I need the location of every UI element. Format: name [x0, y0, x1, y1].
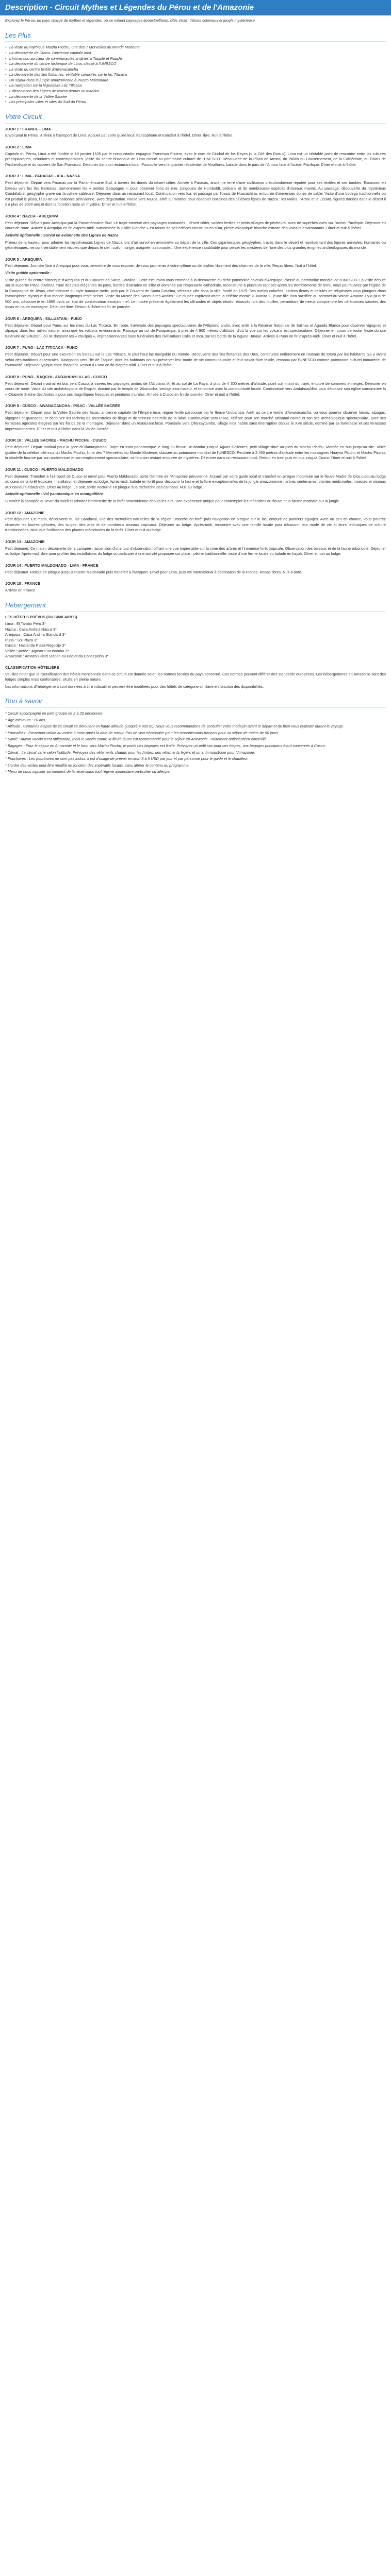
plus-item: • La découverte du centre historique de Lima, classé à l'UNESCO	[5, 61, 386, 67]
day-title: JOUR 8 : PUNO - RAQCHI - ANDAHUAYLILLAS - CUSCO	[5, 374, 107, 379]
day-paragraph: Arrivée en France.	[5, 587, 37, 592]
day-section	[5, 257, 386, 310]
page-title: Description - Circuit Mythes et Légendes du Pérou et de l'Amazonie	[5, 3, 254, 12]
day-paragraph: Petit déjeuner. Transfert à l'aéroport de Cusco et envol pour Puerto Maldonado, porte d'entrée de l'Amazonie péruvienne. Accueil par votre guide local et transfert en pirogue motorisée sur le fleuve Madre de Dios jusqu'au lodge au cœur de la forêt tropicale. Installation et déjeuner au lodge. Après-midi, balade en forêt pour découvrir la faune et la flore exceptionnelles de la jungle amazonienne : arbres centenaires, plantes médicinales, insectes et oiseaux aux couleurs éclatantes. Dîner au lodge. Le soir, sortie nocturne en pirogue à la recherche des caïmans. Nuit au lodge.	[5, 473, 386, 489]
day-title: JOUR 14 : PUERTO MALDONADO - LIMA - FRANCE	[5, 563, 99, 568]
itinerary-days	[0, 127, 391, 594]
day-title: JOUR 1 : FRANCE - LIMA	[5, 126, 51, 131]
plus-item: • Les principales villes et sites du Sud du Pérou	[5, 99, 386, 105]
plus-item: • La navigation sur la légendaire Lac Titicaca	[5, 83, 386, 89]
day-paragraph: Activité optionnelle : Vol panoramique en montgolfière	[5, 492, 103, 497]
day-title: JOUR 9 : CUSCO - AWANACANCHA - PISAC - VALLÉE SACRÉE	[5, 403, 120, 409]
hotel-item: Arequipa : Casa Andina Standard 3*	[5, 632, 66, 637]
plus-heading: Les Plus	[5, 31, 386, 42]
day-paragraph: Petit déjeuner. Journée libre à Arequipa pour vous permettre de vous reposer, de vous promener à votre rythme ou de profiter librement des charmes de la ville. Repas libres. Nuit à l'hôtel.	[5, 263, 317, 268]
day-section	[5, 214, 386, 251]
day-section	[5, 345, 386, 368]
day-paragraph: Petit déjeuner. Départ pour une excursion en bateau sur le Lac Titicaca, le plus haut lac navigable du monde. Découverte des îles flottantes des Uros, construites entièrement en roseaux de totora par les habitants qui y vivent selon des traditions ancestrales. Navigation vers l'île de Taquile, dont les habitants ont su préserver leur mode de vie communautaire et leur savoir-faire textile, reconnu par l'UNESCO comme patrimoine culturel immatériel de l'humanité. Déjeuner typique chez l'habitant. Retour à Puno en fin d'après-midi. Dîner et nuit à l'hôtel.	[5, 352, 386, 368]
day-section	[5, 403, 386, 432]
hotels-note: Les informations d'hébergement sont données à titre indicatif et peuvent être modifiées pour des hôtels de catégorie similaire en fonction des disponibilités.	[5, 684, 264, 689]
day-title: JOUR 10 : VALLÉE SACRÉE - MACHU PICCHU - CUSCO	[5, 438, 107, 443]
plus-item: • La découverte de Cusco, l'ancienne capitale inca	[5, 50, 386, 56]
tip-item: * L'ordre des visites peut être modifié en fonction des impératifs locaux, sans altérer le contenu du programme.	[5, 762, 190, 768]
page-banner	[0, 0, 391, 15]
tip-item: * Âge minimum : 10 ans.	[5, 717, 46, 722]
plus-item: • Un séjour dans la jungle amazonienne à Puerto Maldonado	[5, 78, 386, 83]
day-paragraph: Petit déjeuner. Départ matinal en bus vers Cusco, à travers les paysages andins de l'Altiplano. Arrêt au col de La Raya, à plus de 4 300 mètres d'altitude, point culminant du trajet, entouré de sommets enneigés. Déjeuner en cours de route. Visite du site archéologique de Raqchi, dominé par le temple de Wiracocha, vestige inca majeur, et rencontre avec la communauté locale. Continuation vers Andahuaylillas pour découvrir son église surnommée la « Chapelle Sixtine des Andes » pour ses magnifiques fresques et peintures murales. Arrivée à Cusco en fin de journée. Dîner et nuit à l'hôtel.	[5, 381, 386, 397]
tips-heading: Bon à savoir	[5, 697, 386, 708]
day-paragraph: Prenez de la hauteur pour admirer les mystérieuses Lignes de Nazca lors d'un survol en avionnette au départ de la ville. Ces gigantesques géoglyphes, tracés dans le désert et représentant des figures animales, humaines ou géométriques, ne sont véritablement visibles que depuis le ciel : colibri, singe, araignée, astronaute... Une expérience inoubliable pour percer les mystères de l'une des plus grandes énigmes archéologiques du monde.	[5, 240, 386, 250]
day-paragraph: Visite guidée optionnelle :	[5, 270, 52, 275]
plus-item: • La découverte des îles flottantes, véritable curiosités sur le lac Titicaca	[5, 72, 386, 78]
day-title: JOUR 5 : AREQUIPA	[5, 257, 42, 262]
day-title: JOUR 15 : FRANCE	[5, 581, 41, 586]
tip-item: * Climat : Le climat varie selon l'altitude. Prévoyez des vêtements chauds pour les Andes, des vêtements légers et un anti-moustique pour l'Amazonie.	[5, 750, 255, 755]
tip-item: * Circuit accompagné en petit groupe de 2 à 20 personnes.	[5, 711, 104, 716]
hotels-subhead: LES HÔTELS PRÉVUS (OU SIMILAIRES)	[5, 615, 77, 620]
hotel-item: Puno : Sol Plaza 3*	[5, 637, 38, 642]
day-paragraph: Envol pour le Pérou. Arrivée à l'aéroport de Lima. Accueil par votre guide local francophone et transfert à l'hôtel. Dîner libre. Nuit à l'hôtel.	[5, 133, 234, 138]
day-title: JOUR 13 : AMAZONIE	[5, 539, 45, 545]
hotel-item: Vallée Sacrée : Agusto's Urubamba 3*	[5, 648, 69, 653]
day-paragraph: Survolez la canopée au lever du soleil et admirez l'immensité de la forêt amazonienne depuis les airs. Une expérience unique pour contempler les méandres du fleuve et la brume matinale sur la jungle.	[5, 498, 340, 503]
page	[0, 0, 391, 790]
tip-item: * Bagages : Pour le séjour en Amazonie et le train vers Machu Picchu, le poids des bagages est limité. Prévoyez un petit sac pour ces étapes, vos bagages principaux étant conservés à Cusco.	[5, 743, 326, 749]
day-paragraph: Capitale du Pérou, Lima a été fondée le 18 janvier 1535 par le conquistador espagnol Francisco Pizarro, avec le nom de Ciudad de los Reyes (« la Cité des Rois »). Lima est un véritable point de rencontre entre les cultures préhispaniques, coloniales et contemporaines. Visite du centre historique de Lima classé au patrimoine culturel de l'UNESCO. Découverte de la Plaza de Armas, du Palais du Gouvernement, de la Cathédrale, du Palais de l'Archevêque et du couvent de San Francisco. Déjeuner dans un restaurant local. Poursuite vers le quartier résidentiel de Miraflores, balade dans le parc de l'Amour face à l'océan Pacifique. Dîner et nuit à l'hôtel.	[5, 151, 386, 167]
day-section	[5, 511, 386, 533]
hotel-item: Amazonie : Amazon Field Station ou Hacienda Concepción 3*	[5, 654, 108, 659]
classification-text: Veuillez noter que la classification des hôtels mentionnée dans ce circuit est donnée selon les normes locales du pays concerné. Ces normes peuvent différer des standards européens. Les hébergements en Amazonie sont des lodges simples mais confortables, situés en pleine nature.	[5, 671, 386, 682]
day-paragraph: Petit déjeuner. Ce matin, découverte du lac Sandoval, une des merveilles naturelles de la région : marche en forêt puis navigation en pirogue sur le lac, entouré de palmiers aguajes. Avec un peu de chance, vous pourrez observer les loutres géantes, des singes, des aras et de nombreux oiseaux tropicaux. Déjeuner au lodge. Après-midi, rencontre avec une famille locale pour découvrir leur mode de vie et leurs techniques de culture traditionnelles, ainsi que l'utilisation des plantes médicinales de la forêt. Dîner et nuit au lodge.	[5, 517, 386, 533]
hotel-item: Lima : El Tambo Peru 3*	[5, 621, 46, 626]
classification-heading: CLASSIFICATION HÔTELIÈRE	[5, 665, 59, 670]
hotels-section	[5, 615, 386, 689]
day-section	[5, 581, 386, 593]
plus-list	[5, 45, 386, 105]
tips-list	[5, 711, 386, 775]
day-paragraph: Petit déjeuner. Départ vers Paracas par la Panaméricaine Sud, à travers les dunes du désert côtier. Arrivée à Paracas, ancienne terre d'une civilisation précolombienne réputée pour ses textiles et ses tombes. Excursion en bateau vers les îles Ballestas, surnommées les « petites Galapagos », pour observer lions de mer, pingouins de Humboldt, pélicans et de nombreuses espèces d'oiseaux marins. Au passage, découverte du mystérieux Candélabre, géoglyphe gravé sur la colline sableuse. Déjeuner dans un restaurant local. Continuation vers Ica, et passage par l'oasis de Huacachina, entourée d'immenses dunes de sable. Visite d'une bodega traditionnelle où est produit le pisco, l'eau-de-vie nationale péruvienne, avec dégustation. Route vers Nazca, arrêt au mirador pour observer certaines des célèbres lignes de Nazca : les Mains, l'Arbre et le Lézard, figures tracées dans le désert il y a plus de 2000 ans et dont la fonction reste un mystère. Dîner et nuit à l'hôtel.	[5, 180, 386, 207]
tip-item: * Pourboires : Les pourboires ne sont pas inclus. Il est d'usage de prévoir environ 3 à 5 USD par jour et par personne pour le guide et le chauffeur.	[5, 756, 249, 761]
day-title: JOUR 2 : LIMA	[5, 144, 32, 149]
day-title: JOUR 3 : LIMA - PARACAS - ICA - NAZCA	[5, 174, 80, 179]
day-section	[5, 467, 386, 504]
day-title: JOUR 4 : NAZCA - AREQUIPA	[5, 214, 59, 219]
plus-item: • L'observation des Lignes de Nazca depuis un mirador	[5, 89, 386, 94]
day-paragraph: Petit déjeuner. Départ pour Puno, sur les rives du Lac Titicaca. En route, traversée des paysages spectaculaires de l'Altiplano andin, avec arrêt à la Réserve Nationale de Salinas et Aguada Blanca pour observer vigognes et alpagas dans leur milieu naturel, ainsi que les volcans environnants. Passage au col de Patapampa, à près de 4 900 mètres d'altitude, d'où la vue sur les volcans est spectaculaire. Déjeuner en cours de route. Visite du site funéraire de Sillustani, où se dressent les « chullpas », impressionnantes tours funéraires des civilisations Colla et Inca, sur les bords de la lagune Umayo. Arrivée à Puno en fin d'après-midi. Dîner et nuit à l'hôtel.	[5, 323, 386, 338]
day-section	[5, 438, 386, 461]
day-section	[5, 174, 386, 208]
hotels-heading: Hébergement	[5, 601, 386, 612]
day-section	[5, 563, 386, 575]
day-title: JOUR 11 : CUSCO - PUERTO MALDONADO	[5, 467, 84, 472]
tip-item: * Altitude : Certaines étapes de ce circuit se déroulent en haute altitude (jusqu'à 4 900 m). Nous vous recommandons de consulter votre médecin avant le départ et de bien vous hydrater durant le voyage.	[5, 724, 344, 729]
day-paragraph: Petit déjeuner. Départ pour la Vallée Sacrée des Incas, ancienne capitale de l'Empire inca, région fertile parcourue par le fleuve Urubamba. Arrêt au centre textile d'Awanacancha, où vous pourrez observer lamas, alpagas, vigognes et guanacos, et découvrir les techniques ancestrales de filage et de teinture naturelle de la laine. Continuation vers Pisac, célèbre pour son marché artisanal coloré et son site archéologique spectaculaire, avec ses terrasses agricoles étagées sur les flancs de la montagne. Déjeuner dans un restaurant local. Poursuite vers Ollantaytambo, village inca habité sans interruption depuis le XVe siècle, dominé par sa forteresse et ses terrasses impressionnantes. Dîner et nuit à l'hôtel dans la Vallée Sacrée.	[5, 410, 386, 431]
day-section	[5, 539, 386, 557]
day-section	[5, 375, 386, 397]
day-paragraph: Petit déjeuner. Retour en pirogue jusqu'à Puerto Maldonado puis transfert à l'aéroport. Envol pour Lima, puis vol international à destination de la France. Repas libres. Nuit à bord.	[5, 569, 302, 574]
plus-item: • L'immersion au cœur de communautés andines à Taquile et Raqchi	[5, 56, 386, 62]
plus-item: • La découverte de la Vallée Sacrée	[5, 94, 386, 100]
plus-item: • La visite du centre textile d'Awanacancha	[5, 67, 386, 73]
hotel-item: Cusco : Hacienda Plaza Regocijo 3*	[5, 643, 66, 648]
day-paragraph: Visite guidée du centre historique d'Arequipa et du Couvent de Santa Catalina : Cette excursion vous emmène à la découverte du riche patrimoine colonial d'Arequipa, classé au patrimoine mondial de l'UNESCO. La visite débute sur la superbe Place d'Armes, l'une des plus élégantes du pays, bordée d'arcades en sillar et dominée par l'imposante cathédrale, reconstruite à plusieurs reprises après les tremblements de terre. Vous poursuivrez par l'église de la Compagnie de Jésus, chef-d'œuvre du style baroque métis, puis par le Couvent de Santa Catalina, véritable ville dans la ville, fondé en 1579. Ses ruelles colorées, cloîtres fleuris et cellules de religieuses vous plongent dans l'atmosphère mystique d'un monde longtemps resté secret. Visite du Musée des Sanctuaires Andins : Ce musée captivant abrite la célèbre momie « Juanita », jeune fille inca sacrifiée au sommet du volcan Ampato il y a plus de 500 ans, découverte en 1995 dans un état de conservation exceptionnel. Le musée présente également les offrandes et objets rituels retrouvés lors des fouilles, permettant de mieux comprendre les cérémonies sacrées des Incas en haute montagne. Déjeuner libre. Retour à l'hôtel en fin de journée.	[5, 277, 386, 310]
intro-text: Explorez le Pérou, un pays chargé de mythes et légendes, où se mêlent paysages époustouflants, cités incas, trésors coloniaux et jungle mystérieuse.	[5, 18, 256, 23]
day-title: JOUR 6 : AREQUIPA - SILLUSTANI - PUNO	[5, 316, 82, 321]
plus-item: • La visite du mythique Machu Picchu, une des 7 Merveilles du Monde Moderne	[5, 45, 386, 50]
day-section	[5, 127, 386, 139]
day-title: JOUR 7 : PUNO - LAC TITICACA - PUNO	[5, 345, 78, 350]
day-paragraph: Petit déjeuner. Départ matinal pour la gare d'Ollantaytambo. Trajet en train panoramique le long du fleuve Urubamba jusqu'à Aguas Calientes, petit village situé au pied du Machu Picchu. Montée en bus jusqu'au site. Visite guidée de la célèbre cité inca du Machu Picchu, l'une des 7 Merveilles du Monde Moderne, classée au patrimoine mondial de l'UNESCO. Perchée à 2 430 mètres d'altitude entre les montagnes Huayna Picchu et Machu Picchu, la citadelle fascine par son architecture et son emplacement spectaculaire, sa fonction restant entourée de mystères. Déjeuner dans un restaurant local. Retour en train puis en bus jusqu'à Cusco. Dîner et nuit à l'hôtel.	[5, 445, 386, 461]
day-paragraph: Petit déjeuner. Ce matin, découverte de la canopée : ascension d'une tour d'observation offrant une vue imprenable sur la cime des arbres et l'immense forêt tropicale. Observation des oiseaux et de la faune arboricole. Déjeuner au lodge. Après-midi libre pour profiter des installations du lodge ou participer à une activité proposée sur place : pêche traditionnelle, visite d'une ferme locale ou balade en kayak. Dîner et nuit au lodge.	[5, 546, 386, 556]
tip-item: * Formalités : Passeport valide au moins 6 mois après la date de retour. Pas de visa nécessaire pour les ressortissants français pour un séjour de moins de 90 jours.	[5, 730, 280, 735]
tip-item: * Merci de nous signaler au moment de la réservation tout régime alimentaire particulier ou allergie.	[5, 769, 171, 774]
day-section	[5, 316, 386, 339]
hotel-item: Nazca : Casa Andina Nasca 3*	[5, 626, 57, 632]
day-paragraph: Petit déjeuner. Départ pour Arequipa par la Panaméricaine Sud. Le trajet traverse des paysages contrastés : désert côtier, vallées fertiles et petits villages de pêcheurs, avec de superbes vues sur l'océan Pacifique. Déjeuner en cours de route. Arrivée à Arequipa en fin d'après-midi, surnommée la « Ville Blanche » en raison de ses édifices construits en sillar, pierre volcanique blanche extraite des volcans environnants. Dîner et nuit à l'hôtel.	[5, 220, 386, 231]
day-section	[5, 145, 386, 167]
itinerary-heading: Votre Circuit	[5, 112, 386, 124]
day-paragraph: Activité optionnelle : Survol en avionnette des Lignes de Nazca	[5, 232, 119, 238]
day-title: JOUR 12 : AMAZONIE	[5, 510, 45, 515]
hotel-list	[5, 621, 386, 659]
tip-item: * Santé : Aucun vaccin n'est obligatoire, mais le vaccin contre la fièvre jaune est recommandé pour le séjour en Amazonie. Traitement antipaludéen conseillé.	[5, 737, 267, 742]
